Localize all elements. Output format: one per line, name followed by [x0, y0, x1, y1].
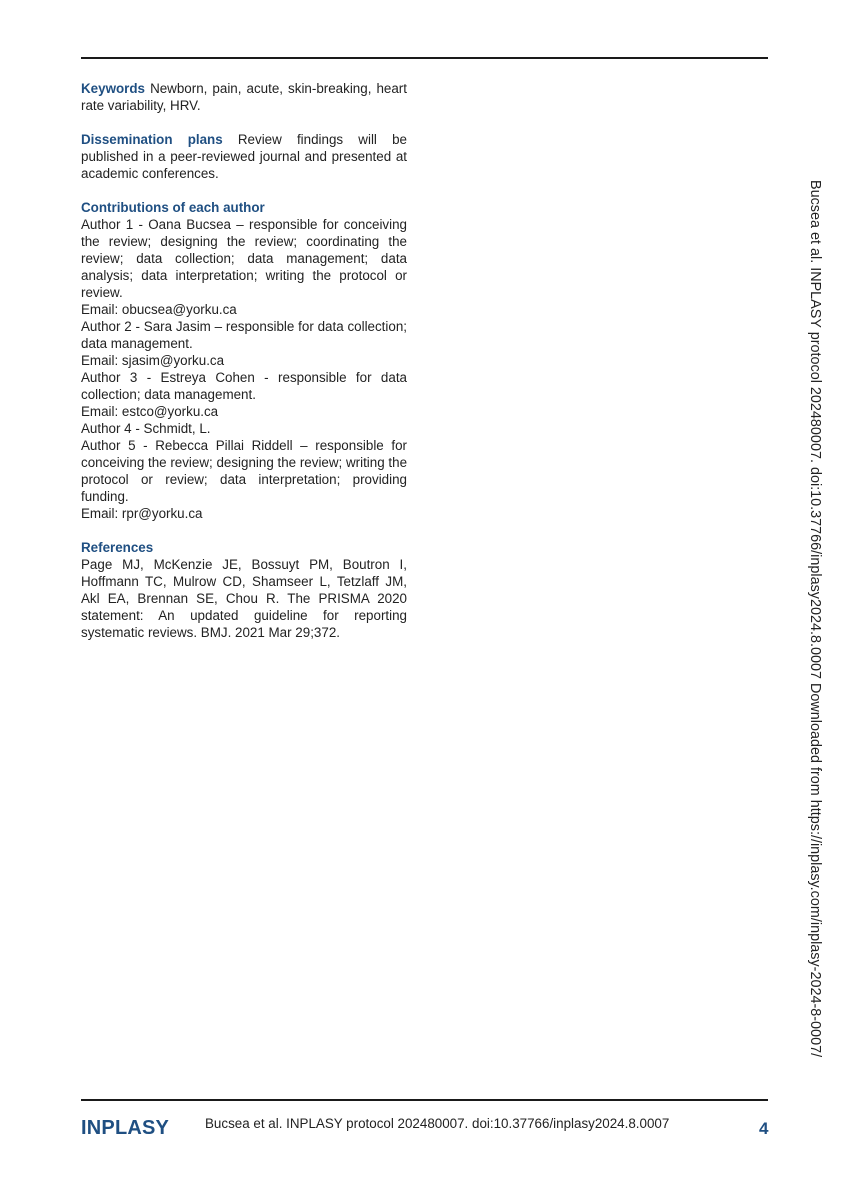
download-watermark: Bucsea et al. INPLASY protocol 202480007. doi:10.37766/inplasy2024.8.0007 Downloaded from https://inplasy.com/inplasy-2024-8-0007/ [807, 180, 823, 1058]
keywords-heading: Keywords [81, 81, 145, 96]
author-4-contribution: Author 4 - Schmidt, L. [81, 421, 211, 436]
header-rule [81, 57, 768, 59]
main-column [81, 80, 407, 658]
author-2-email: Email: sjasim@yorku.ca [81, 353, 225, 368]
dissemination-heading: Dissemination plans [81, 132, 223, 147]
reference-item: Page MJ, McKenzie JE, Bossuyt PM, Boutron I, Hoffmann TC, Mulrow CD, Shamseer L, Tetzlaff JM, Akl EA, Brennan SE, Chou R. The PRISMA 2020 statement: An updated guideline for reporting systematic reviews. BMJ. 2021 Mar 29;372. [81, 557, 407, 640]
author-1-email: Email: obucsea@yorku.ca [81, 302, 237, 317]
contributions-section [81, 199, 407, 522]
contributions-heading: Contributions of each author [81, 200, 265, 215]
references-heading: References [81, 540, 154, 555]
author-5-contribution: Author 5 - Rebecca Pillai Riddell – responsible for conceiving the review; designing the review; writing the protocol or review; data interpretation; providing funding. [81, 438, 408, 504]
keywords-section [81, 80, 407, 114]
author-5-email: Email: rpr@yorku.ca [81, 506, 203, 521]
author-3-email: Email: estco@yorku.ca [81, 404, 219, 419]
keywords-text: Newborn, pain, acute, skin-breaking, heart rate variability, HRV. [81, 81, 407, 113]
footer-citation: Bucsea et al. INPLASY protocol 202480007. doi:10.37766/inplasy2024.8.0007 [205, 1116, 670, 1131]
footer-brand: INPLASY [81, 1117, 170, 1139]
footer-rule [81, 1099, 768, 1101]
dissemination-section [81, 131, 407, 182]
author-2-contribution: Author 2 - Sara Jasim – responsible for data collection; data management. [81, 319, 407, 351]
page-number: 4 [759, 1119, 769, 1138]
author-3-contribution: Author 3 - Estreya Cohen - responsible for data collection; data management. [81, 370, 407, 402]
references-section [81, 539, 407, 641]
author-1-contribution: Author 1 - Oana Bucsea – responsible for conceiving the review; designing the review; coordinating the review; data collection; data management; data analysis; data interpretation; writing the protocol or review. [81, 217, 407, 300]
dissemination-text: Review findings will be published in a peer-reviewed journal and presented at academic conferences. [81, 132, 407, 181]
